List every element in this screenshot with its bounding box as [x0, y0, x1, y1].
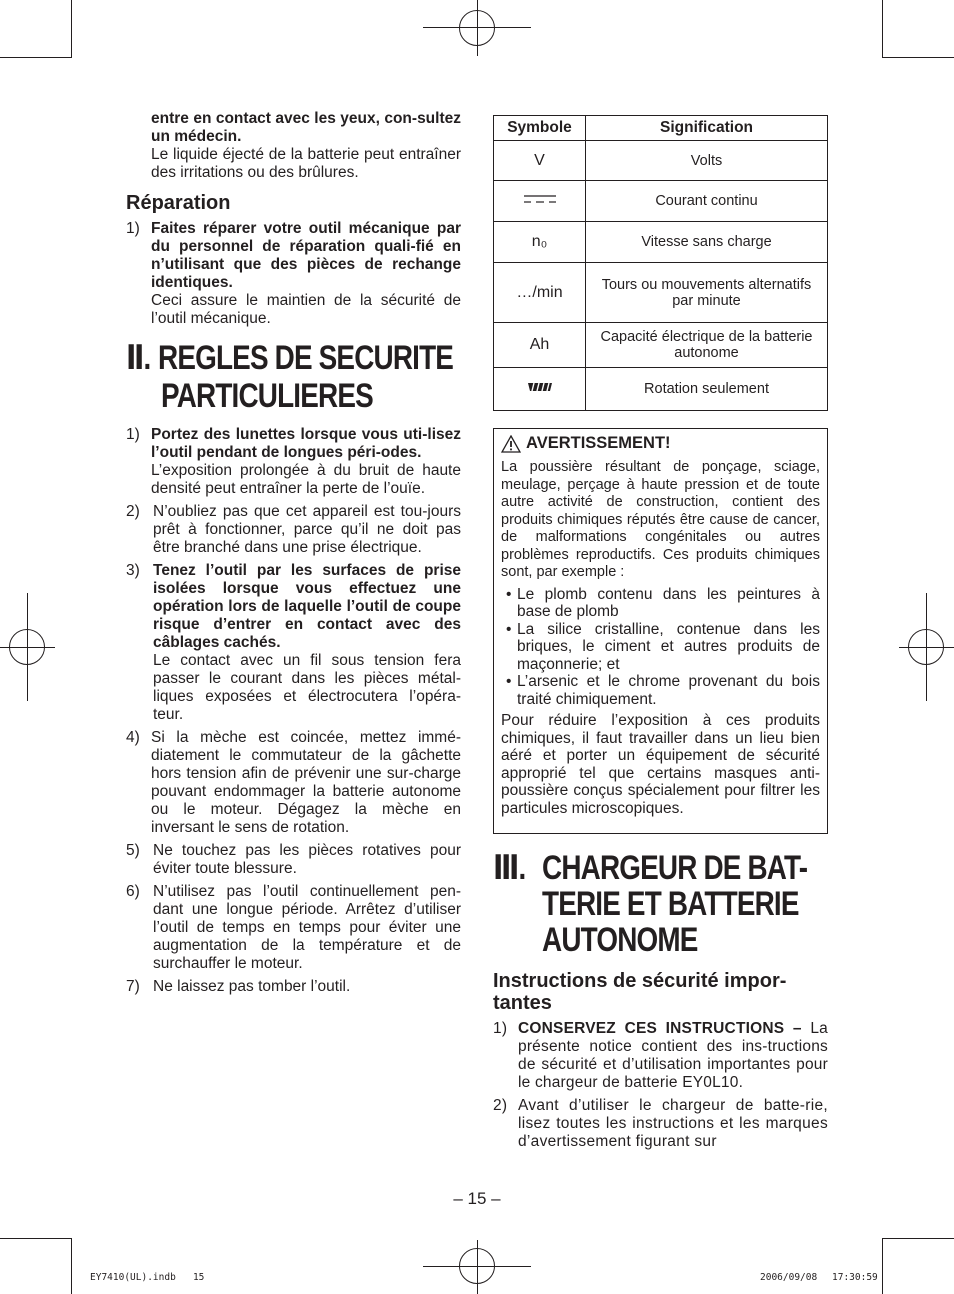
- table-row: [494, 323, 828, 368]
- item-number: 2): [493, 1097, 508, 1114]
- warning-title-row: [501, 435, 820, 453]
- item-bold-text: Faites réparer votre outil mécanique par du personnel de réparation quali-fié en n’utilisant que des pièces de rechange identiques.: [151, 220, 461, 291]
- meaning-cell: Courant continu: [586, 181, 828, 222]
- section3-title-line2: TERIE ET BATTERIE: [542, 885, 799, 923]
- item-text: Avant d’utiliser le chargeur de batte-rie, lisez toutes les instructions et les marques d’avertissement figurant sur: [518, 1097, 828, 1150]
- symbol-cell: n₀: [494, 222, 586, 263]
- rule-item: [126, 978, 461, 996]
- warning-triangle-icon: [501, 435, 521, 453]
- symbol-cell: [494, 181, 586, 222]
- direct-current-icon: [523, 193, 557, 205]
- footer-time: 17:30:59: [832, 1272, 878, 1283]
- instruction-item: [493, 1020, 828, 1092]
- section3-body: [493, 970, 828, 1156]
- item-text: Ne touchez pas les pièces rotatives pour éviter toute blessure.: [153, 842, 461, 877]
- left-column: [126, 110, 461, 1001]
- section3-subheading: Instructions de sécurité impor-tantes: [493, 970, 787, 1014]
- instruction-item: [493, 1097, 828, 1151]
- list-item: • La silice cristalline, contenue dans les briques, le ciment et autres produits de maçonnerie; et: [506, 620, 820, 673]
- rule-item: [126, 883, 461, 973]
- rule-item: [126, 426, 461, 498]
- item-text: La présente notice contient des ins-tructions de sécurité et d’utilisation importantes pour le chargeur de batterie EY0L10.: [518, 1020, 828, 1091]
- warning-box: [493, 428, 828, 834]
- warning-bullets: [501, 586, 820, 709]
- table-row: [494, 368, 828, 411]
- meaning-cell: Rotation seulement: [586, 368, 828, 411]
- intro-bold-text: entre en contact avec les yeux, con-sultez un médecin.: [151, 110, 461, 145]
- item-number: 2): [126, 503, 140, 520]
- table-row: [494, 141, 828, 181]
- page-number: – 15 –: [453, 1189, 501, 1208]
- intro-text: Le liquide éjecté de la batterie peut entraîner des irritations ou des brûlures.: [151, 146, 461, 181]
- repair-item: [126, 220, 461, 328]
- warning-text: La poussière résultant de ponçage, sciage, meulage, perçage à haute pression et de toute autre activité de construction, contient des produits chimiques réputés être cause de cancer, de malformations congénitales ou autres problèmes reproductifs. Ces produits chimiques sont, par exemple :: [501, 459, 820, 580]
- warning-title: AVERTISSEMENT!: [526, 434, 671, 453]
- footer-date: 2006/09/08: [760, 1272, 818, 1283]
- section3-title-line1: CHARGEUR DE BAT-: [542, 849, 808, 887]
- item-number: 1): [126, 426, 140, 443]
- meaning-cell: Vitesse sans charge: [586, 222, 828, 263]
- section3-title-line3: AUTONOME: [542, 921, 698, 959]
- list-item: • Le plomb contenu dans les peintures à base de plomb: [506, 585, 820, 620]
- rule-item: [126, 562, 461, 724]
- symbol-cell: [494, 368, 586, 411]
- rule-item: [126, 729, 461, 837]
- section2-title-line2: PARTICULIERES: [161, 377, 373, 415]
- intro-block: [126, 110, 461, 182]
- symbol-cell: …/min: [494, 263, 586, 323]
- rule-item: [126, 842, 461, 878]
- section2-title-line1: REGLES DE SECURITE: [158, 339, 454, 377]
- drill-rotation-icon: [527, 381, 553, 393]
- registration-mark: [459, 1248, 495, 1284]
- item-text: N’utilisez pas l’outil continuellement pen-dant une longue période. Arrêtez d’utiliser l’outil de temps en temps pour éviter une augmentation de la température et de surchauffer le moteur.: [153, 883, 461, 972]
- meaning-cell: Volts: [586, 141, 828, 181]
- bullet-icon: •: [506, 620, 512, 638]
- symbol-cell: Ah: [494, 323, 586, 368]
- crop-mark: [71, 1238, 72, 1294]
- section3-title: [493, 850, 833, 960]
- item-number: 5): [126, 842, 140, 859]
- symbol-cell: V: [494, 141, 586, 181]
- bullet-icon: •: [506, 673, 512, 690]
- section3-numeral: Ⅲ.: [493, 849, 526, 887]
- item-text: L’exposition prolongée à du bruit de haute densité peut entraîner la perte de l’ouïe.: [151, 462, 461, 497]
- item-text: Ne laissez pas tomber l’outil.: [153, 978, 351, 995]
- column-header-meaning: Signification: [586, 116, 828, 141]
- meaning-cell: Capacité électrique de la batterie autonome: [586, 323, 828, 368]
- item-number: 6): [126, 883, 140, 900]
- section2-title: [126, 340, 461, 418]
- crop-mark: [882, 1238, 954, 1239]
- table-row: [494, 263, 828, 323]
- table-header-row: [494, 116, 828, 141]
- item-number: 7): [126, 978, 140, 995]
- repair-heading: Réparation: [126, 192, 231, 214]
- crop-mark: [0, 57, 72, 58]
- item-text: Si la mèche est coincée, mettez immé-diatement le commutateur de la gâchette hors tension afin de prévenir une sur-charge pouvant endommager la batterie autonome ou le moteur. Dégagez la mèche en inversant le sens de rotation.: [151, 729, 461, 836]
- item-text: Le contact avec un fil sous tension fera passer le courant dans les pièces métal-liques exposées et électrocutera l’opéra-teur.: [153, 652, 461, 723]
- warning-closing: Pour réduire l’exposition à ces produits chimiques, il faut travailler dans un lieu bien aéré et porter un équipement de sécurité approprié tel que certains masques anti-poussière conçus spécialement pour filtrer les particules microscopiques.: [501, 712, 820, 817]
- item-number: 3): [126, 562, 140, 579]
- crop-mark: [882, 1238, 883, 1294]
- symbol-table: [493, 115, 828, 411]
- item-bold-text: Portez des lunettes lorsque vous uti-lisez l’outil pendant de longues péri-odes.: [151, 426, 461, 461]
- crop-mark: [71, 0, 72, 58]
- list-item: • L’arsenic et le chrome provenant du bois traité chimiquement.: [506, 673, 820, 708]
- footer-filename: EY7410(UL).indb 15: [90, 1272, 205, 1283]
- registration-mark: [459, 10, 495, 46]
- column-header-symbol: Symbole: [494, 116, 586, 141]
- item-text: N’oubliez pas que cet appareil est tou-jours prêt à fonctionner, parce qu’il ne doit pas être branché dans une prise électrique.: [153, 503, 461, 556]
- item-bold-text: Tenez l’outil par les surfaces de prise isolées lorsque vous effectuez une opération lors de laquelle l’outil de coupe risque d’entrer en contact avec des câblages cachés.: [153, 562, 461, 651]
- item-bold-text: CONSERVEZ CES INSTRUCTIONS –: [518, 1020, 802, 1037]
- crop-mark: [882, 0, 883, 58]
- crop-mark: [882, 57, 954, 58]
- table-row: [494, 181, 828, 222]
- item-number: 1): [126, 220, 140, 237]
- item-text: Ceci assure le maintien de la sécurité de l’outil mécanique.: [151, 292, 461, 327]
- item-number: 1): [493, 1020, 508, 1037]
- rule-item: [126, 503, 461, 557]
- section2-numeral: Ⅱ.: [126, 339, 151, 377]
- bullet-icon: •: [506, 585, 512, 603]
- registration-mark: [9, 629, 45, 665]
- registration-mark: [908, 629, 944, 665]
- crop-mark: [0, 1238, 72, 1239]
- table-row: [494, 222, 828, 263]
- item-number: 4): [126, 729, 140, 746]
- meaning-cell: Tours ou mouvements alternatifs par minute: [586, 263, 828, 323]
